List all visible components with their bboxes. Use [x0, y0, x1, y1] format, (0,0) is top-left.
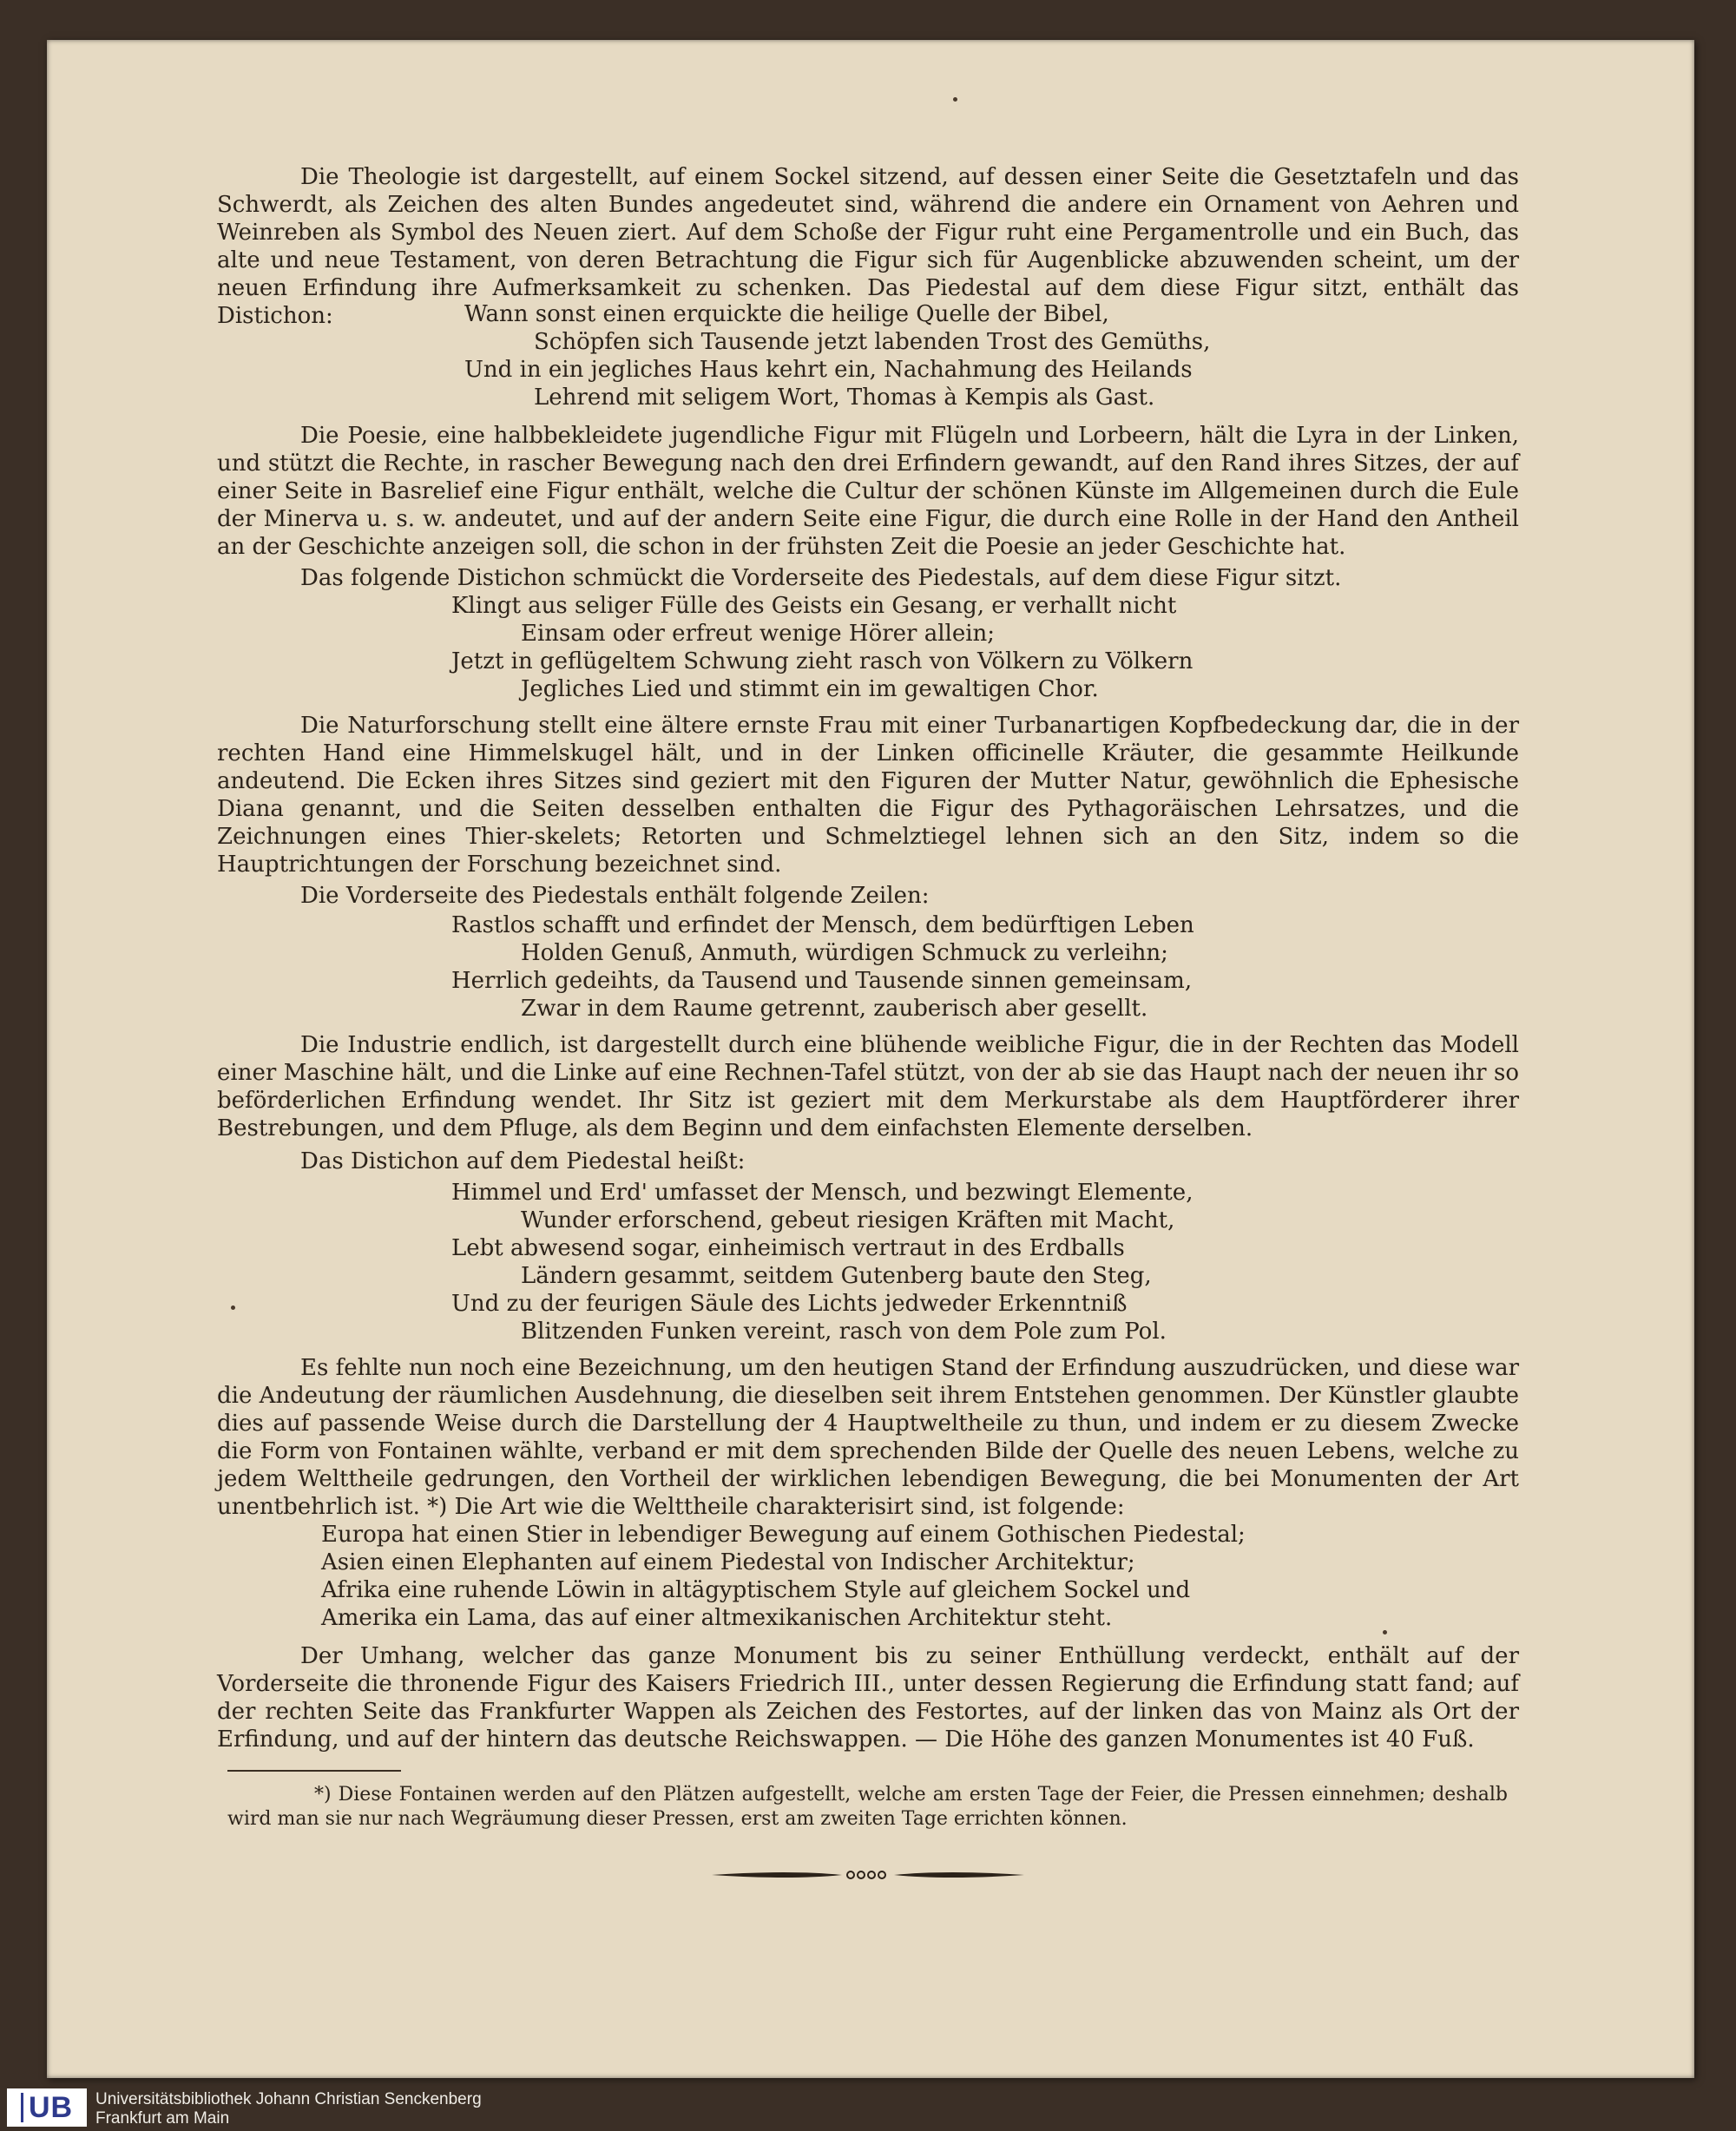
paragraph-industrie: Die Industrie endlich, ist dargestellt durch eine blühende weibliche Figur, die in der Rechten das Modell einer Maschine hält, und die Linke auf eine Rechnen-Tafel stützt, von der ab sie das Haupt nach der neuen ihr so beförderlichen Erfindung wendet. Ihr Sitz ist geziert mit dem Merkurstabe als dem Hauptförderer ihrer Bestrebungen, und dem Pfluge, als dem Beginn und dem einfachsten Elemente derselben.	[217, 1032, 1519, 1141]
paragraph-theologie: Die Theologie ist dargestellt, auf einem Sockel sitzend, auf dessen einer Seite die Gesetztafeln und das Schwerdt, als Zeichen des alten Bundes angedeutet sind, während die andere ein Ornament von Aehren und Weinreben als Symbol des Neuen ziert. Auf dem Schoße der Figur ruht eine Pergamentrolle und ein Buch, das alte und neue Testament, von deren Betrachtung die Figur sich für Augenblicke abzuwenden scheint, um der neuen Erfindung ihre Aufmerksamkeit zu schenken. Das Piedestal auf dem diese Figur sitzt, enthält das Distichon:	[217, 164, 1519, 329]
distichon-theologie	[464, 300, 1210, 411]
verse-line: Wann sonst einen erquickte die heilige Quelle der Bibel,	[464, 301, 1109, 327]
verse-line: Klingt aus seliger Fülle des Geists ein Gesang, er verhallt nicht	[451, 593, 1177, 619]
verse-line: Einsam oder erfreut wenige Hörer allein;	[521, 621, 996, 647]
ornament-divider	[712, 1866, 1024, 1884]
intro-industrie: Das Distichon auf dem Piedestal heißt:	[300, 1148, 746, 1174]
verse-line: Zwar in dem Raume getrennt, zauberisch aber gesellt.	[521, 996, 1148, 1022]
verse-line: Blitzenden Funken vereint, rasch von dem Pole zum Pol.	[521, 1319, 1167, 1345]
page-mark	[953, 97, 957, 102]
footnote: *) Diese Fontainen werden auf den Plätzen aufgestellt, welche am ersten Tage der Feier, die Pressen einnehmen; deshalb wird man sie nur nach Wegräumung dieser Pressen, erst am zweiten Tage errichten können.	[227, 1784, 1508, 1830]
verse-line: Jetzt in geflügeltem Schwung zieht rasch von Völkern zu Völkern	[451, 648, 1194, 674]
verse-line: Schöpfen sich Tausende jetzt labenden Trost des Gemüths,	[534, 329, 1211, 355]
verse-line: Afrika eine ruhende Löwin in altägyptischem Style auf gleichem Sockel und	[321, 1577, 1191, 1603]
list-welttheile	[321, 1521, 1246, 1632]
paragraph-poesie: Die Poesie, eine halbbekleidete jugendliche Figur mit Flügeln und Lorbeern, hält die Lyra in der Linken, und stützt die Rechte, in rascher Bewegung nach den drei Erfindern gewandt, auf den Rand ihres Sitzes, der auf einer Seite in Basrelief eine Figur enthält, welche die Cultur der schönen Künste im Allgemeinen durch die Eule der Minerva u. s. w. andeutet, und auf der andern Seite eine Figur, die durch eine Rolle in der Hand den Antheil an der Geschichte anzeigen soll, die schon in der frühsten Zeit die Poesie an jeder Geschichte hat.	[217, 423, 1519, 560]
verse-line: Lebt abwesend sogar, einheimisch vertraut in des Erdballs	[451, 1235, 1125, 1261]
verse-line: Und in ein jegliches Haus kehrt ein, Nachahmung des Heilands	[464, 357, 1193, 383]
library-name-line1: Universitätsbibliothek Johann Christian Senckenberg	[95, 2090, 482, 2108]
intro-naturforschung: Die Vorderseite des Piedestals enthält folgende Zeilen:	[300, 883, 930, 909]
library-logo: UB	[7, 2088, 87, 2127]
verse-line: Jegliches Lied und stimmt ein im gewaltigen Chor.	[521, 676, 1099, 702]
library-name	[95, 2090, 482, 2128]
paragraph-naturforschung: Die Naturforschung stellt eine ältere ernste Frau mit einer Turbanartigen Kopfbedeckung dar, die in der rechten Hand eine Himmelskugel hält, und in der Linken officinelle Kräuter, die gesammte Heilkunde andeutend. Die Ecken ihres Sitzes sind geziert mit den Figuren der Mutter Natur, gewöhnlich die Ephesische Diana genannt, und die Seiten desselben enthalten die Figur des Pythagoräischen Lehrsatzes, und die Zeichnungen eines Thier-skelets; Retorten und Schmelztiegel lehnen sich an den Sitz, indem so die Hauptrichtungen der Forschung bezeichnet sind.	[217, 713, 1519, 878]
verse-line: Herrlich gedeihts, da Tausend und Tausende sinnen gemeinsam,	[451, 968, 1193, 994]
footnote-rule	[227, 1770, 401, 1772]
verse-line: Rastlos schafft und erfindet der Mensch, dem bedürftigen Leben	[451, 912, 1194, 938]
verse-line: Asien einen Elephanten auf einem Piedestal von Indischer Architektur;	[321, 1549, 1135, 1575]
verse-line: Lehrend mit seligem Wort, Thomas à Kempis als Gast.	[534, 385, 1155, 411]
library-footer	[0, 2083, 1736, 2131]
paragraph-welttheile: Es fehlte nun noch eine Bezeichnung, um den heutigen Stand der Erfindung auszudrücken, und diese war die Andeutung der räumlichen Ausdehnung, die dieselben seit ihrem Entstehen genommen. Der Künstler glaubte dies auf passende Weise durch die Darstellung der 4 Hauptweltheile zu thun, und indem er zu diesem Zwecke die Form von Fontainen wählte, verband er mit dem sprechenden Bilde der Quelle des neuen Lebens, welche zu jedem Welttheile gedrungen, den Vortheil der wirklichen lebendigen Bewegung, die bei Monumenten der Art unentbehrlich ist. *) Die Art wie die Welttheile charakterisirt sind, ist folgende:	[217, 1355, 1519, 1520]
verse-line: Himmel und Erd' umfasset der Mensch, und bezwingt Elemente,	[451, 1180, 1194, 1206]
paragraph-umhang: Der Umhang, welcher das ganze Monument bis zu seiner Enthüllung verdeckt, enthält auf der Vorderseite die thronende Figur des Kaisers Friedrich III., unter dessen Regierung die Erfindung statt fand; auf der rechten Seite das Frankfurter Wappen als Zeichen des Festortes, auf der linken das von Mainz als Ort der Erfindung, und auf der hintern das deutsche Reichswappen. — Die Höhe des ganzen Monumentes ist 40 Fuß.	[217, 1643, 1519, 1753]
verse-line: Holden Genuß, Anmuth, würdigen Schmuck zu verleihn;	[521, 940, 1168, 966]
library-name-line2: Frankfurt am Main	[95, 2109, 230, 2128]
verse-line: Wunder erforschend, gebeut riesigen Kräften mit Macht,	[521, 1207, 1175, 1233]
distichon-naturforschung	[451, 911, 1194, 1023]
intro-poesie: Das folgende Distichon schmückt die Vorderseite des Piedestals, auf dem diese Figur sitzt.	[300, 565, 1342, 591]
verse-line: Und zu der feurigen Säule des Lichts jedweder Erkenntniß	[451, 1291, 1128, 1317]
distichon-industrie	[451, 1179, 1193, 1345]
distichon-poesie	[451, 592, 1193, 703]
verse-line: Amerika ein Lama, das auf einer altmexikanischen Architektur steht.	[321, 1605, 1113, 1631]
verse-line: Ländern gesammt, seitdem Gutenberg baute den Steg,	[521, 1263, 1152, 1289]
verse-line: Europa hat einen Stier in lebendiger Bewegung auf einem Gothischen Piedestal;	[321, 1522, 1246, 1548]
page-mark	[1383, 1630, 1387, 1634]
page-mark	[231, 1306, 235, 1310]
